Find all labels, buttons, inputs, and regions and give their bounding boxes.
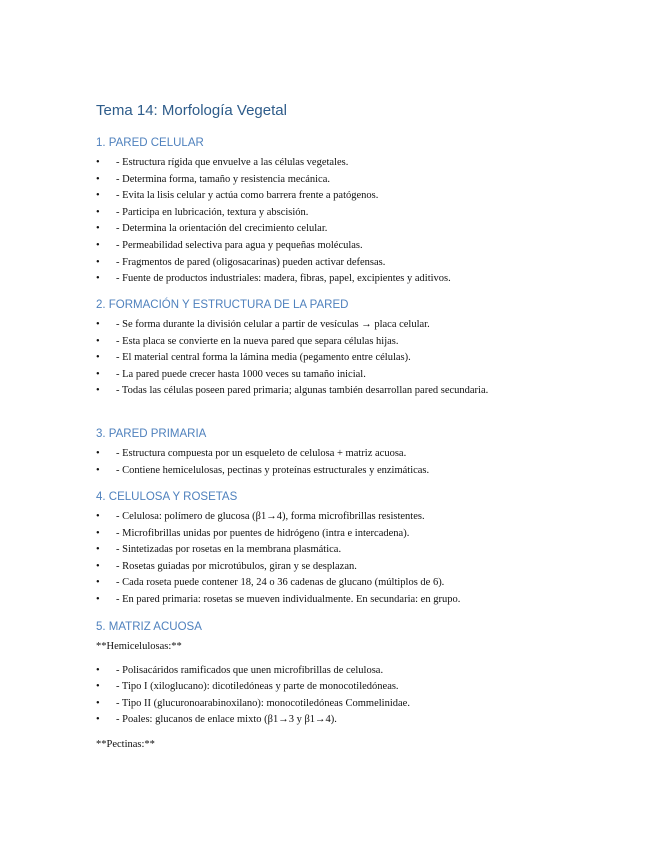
list-item: • - Estructura compuesta por un esqueleto de celulosa + matriz acuosa.	[96, 446, 566, 463]
bullet-icon: •	[96, 157, 100, 168]
section-pared-celular	[96, 137, 566, 288]
bullet-icon: •	[96, 577, 100, 589]
bullet-icon: •	[96, 511, 100, 522]
list-item: • - Determina forma, tamaño y resistencia mecánica.	[96, 172, 566, 189]
bullet-icon: •	[96, 464, 100, 476]
section-heading: 5. MATRIZ ACUOSA	[96, 621, 202, 633]
bullet-icon: •	[96, 664, 100, 676]
list-item: • - La pared puede crecer hasta 1000 veces su tamaño inicial.	[96, 367, 566, 384]
bullet-icon: •	[96, 190, 100, 202]
bullet-icon: •	[96, 544, 100, 556]
bullet-icon: •	[96, 448, 100, 459]
bullet-list	[96, 509, 566, 609]
bullet-icon: •	[96, 697, 100, 709]
bullet-icon: •	[96, 319, 100, 330]
list-item: • - Cada roseta puede contener 18, 24 o 36 cadenas de glucano (múltiplos de 6).	[96, 575, 566, 592]
list-item: • - Fuente de productos industriales: madera, fibras, papel, excipientes y aditivos.	[96, 271, 566, 288]
list-item: • - Fragmentos de pared (oligosacarinas) pueden activar defensas.	[96, 255, 566, 272]
list-item: • - Contiene hemicelulosas, pectinas y proteínas estructurales y enzimáticas.	[96, 463, 566, 480]
list-item: • - Se forma durante la división celular a partir de vesículas → placa celular.	[96, 317, 566, 334]
list-item: • - En pared primaria: rosetas se mueven individualmente. En secundaria: en grupo.	[96, 592, 566, 609]
bullet-icon: •	[96, 593, 100, 605]
list-item: • - Todas las células poseen pared primaria; algunas también desarrollan pared secundaria.	[96, 383, 496, 400]
list-item: • - Polisacáridos ramificados que unen microfibrillas de celulosa.	[96, 663, 566, 680]
bullet-icon: •	[96, 368, 100, 380]
document-title: Tema 14: Morfología Vegetal	[96, 102, 287, 119]
bullet-icon: •	[96, 239, 100, 251]
bullet-list	[96, 446, 566, 479]
section-heading: 1. PARED CELULAR	[96, 137, 204, 149]
bullet-icon: •	[96, 681, 100, 693]
list-item: • - Evita la lisis celular y actúa como barrera frente a patógenos.	[96, 188, 566, 205]
list-item: • - Microfibrillas unidas por puentes de hidrógeno (intra e intercadena).	[96, 526, 566, 543]
list-item: • - Tipo I (xiloglucano): dicotiledóneas y parte de monocotiledóneas.	[96, 679, 566, 696]
list-item: • - El material central forma la lámina media (pegamento entre células).	[96, 350, 566, 367]
list-item: • - Sintetizadas por rosetas en la membrana plasmática.	[96, 542, 566, 559]
section-heading: 3. PARED PRIMARIA	[96, 428, 207, 440]
bullet-list	[96, 663, 566, 729]
section-heading: 4. CELULOSA Y ROSETAS	[96, 491, 238, 503]
bullet-icon: •	[96, 223, 100, 235]
list-item: • - Celulosa: polímero de glucosa (β1→4), forma microfibrillas resistentes.	[96, 509, 566, 526]
bullet-icon: •	[96, 385, 100, 397]
subheading-hemicelulosas: **Hemicelulosas:**	[96, 641, 182, 652]
bullet-icon: •	[96, 560, 100, 572]
list-item: • - Rosetas guiadas por microtúbulos, giran y se desplazan.	[96, 559, 566, 576]
bullet-list	[96, 317, 566, 400]
bullet-icon: •	[96, 256, 100, 268]
list-item: • - Estructura rígida que envuelve a las células vegetales.	[96, 155, 566, 172]
section-matriz-acuosa	[96, 621, 566, 754]
bullet-icon: •	[96, 173, 100, 185]
section-pared-primaria	[96, 428, 566, 479]
bullet-icon: •	[96, 352, 100, 364]
section-heading: 2. FORMACIÓN Y ESTRUCTURA DE LA PARED	[96, 299, 349, 311]
list-item: • - Poales: glucanos de enlace mixto (β1→3 y β1→4).	[96, 712, 566, 729]
section-formacion-estructura	[96, 299, 566, 400]
bullet-icon: •	[96, 714, 100, 726]
section-celulosa-rosetas	[96, 491, 566, 609]
bullet-list	[96, 155, 566, 288]
list-item: • - Determina la orientación del crecimiento celular.	[96, 221, 566, 238]
subheading-pectinas: **Pectinas:**	[96, 738, 155, 750]
bullet-icon: •	[96, 273, 100, 285]
bullet-icon: •	[96, 206, 100, 218]
list-item: • - Permeabilidad selectiva para agua y pequeñas moléculas.	[96, 238, 566, 255]
list-item: • - Participa en lubricación, textura y abscisión.	[96, 205, 566, 222]
list-item: • - Esta placa se convierte en la nueva pared que separa células hijas.	[96, 334, 566, 351]
list-item: • - Tipo II (glucuronoarabinoxilano): monocotiledóneas Commelinidae.	[96, 696, 566, 713]
bullet-icon: •	[96, 335, 100, 347]
bullet-icon: •	[96, 527, 100, 539]
